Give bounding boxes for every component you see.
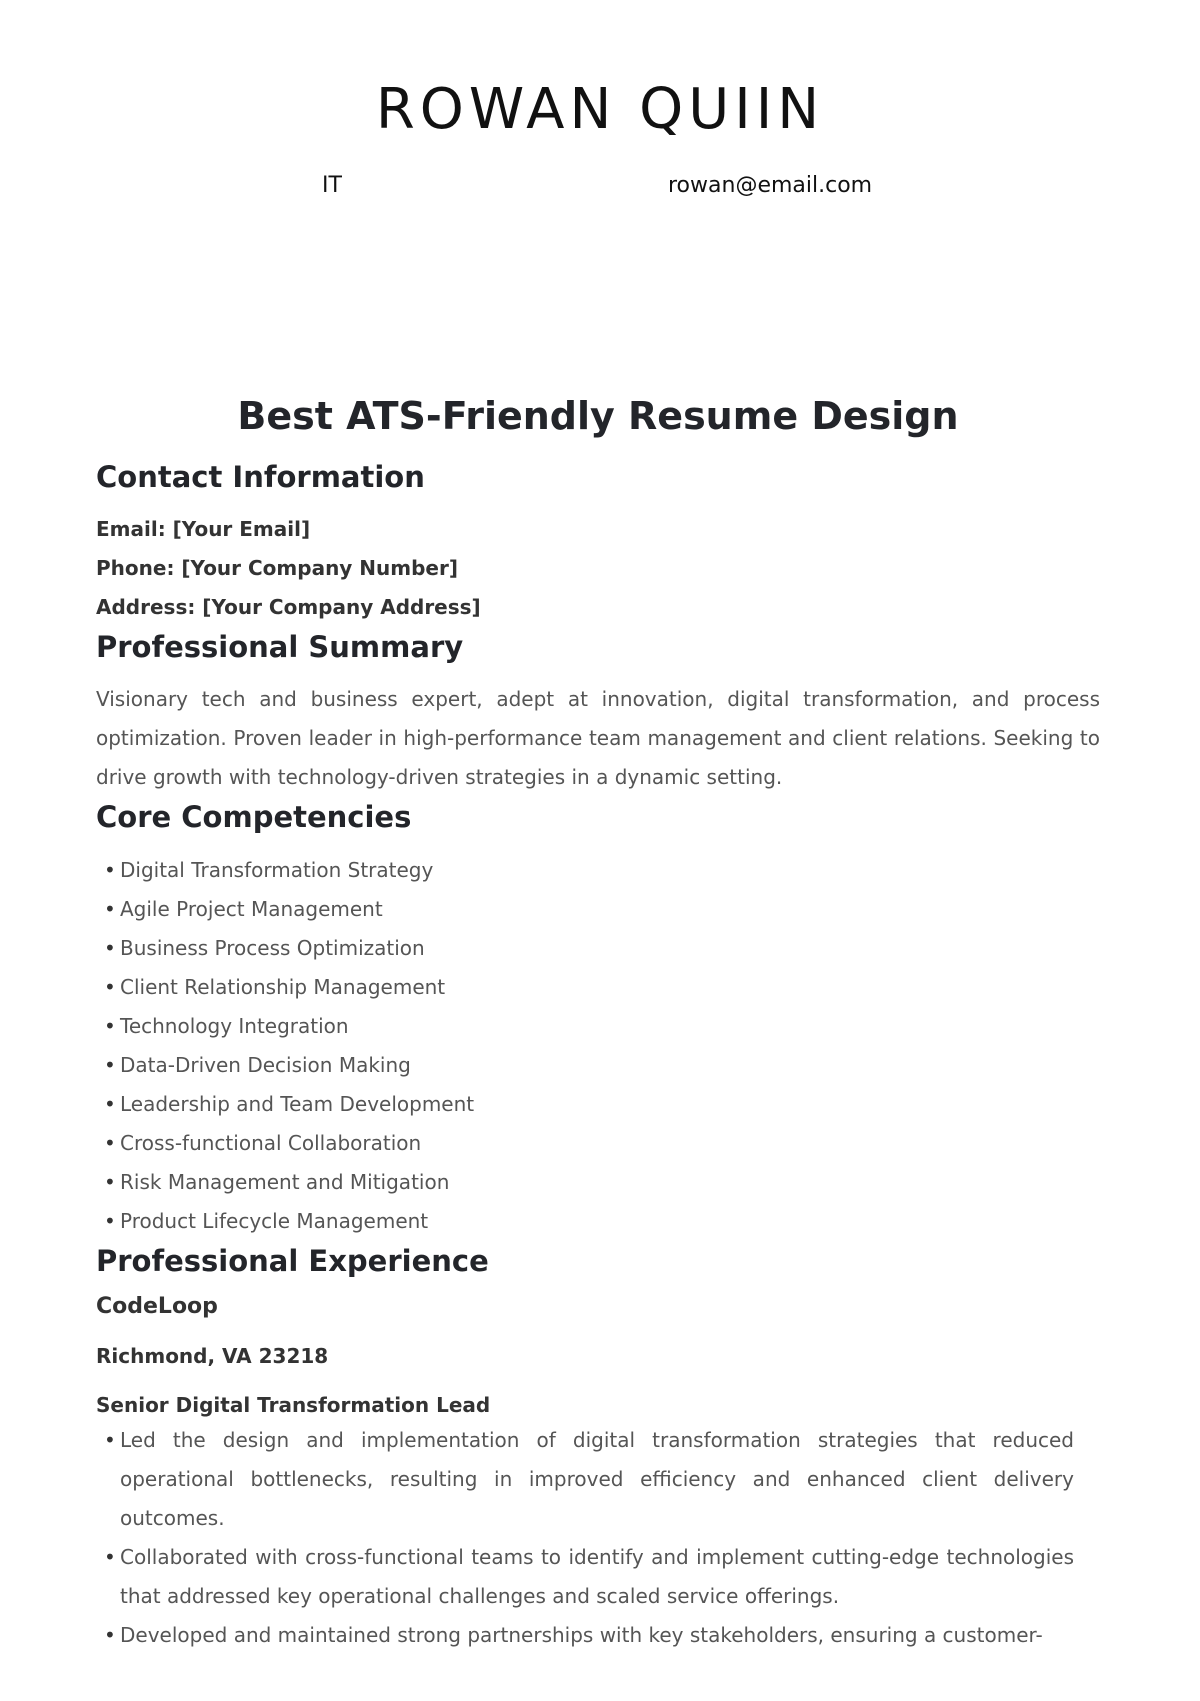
competency-item: • Business Process Optimization — [96, 929, 1100, 968]
contact-email: Email: [Your Email] — [96, 517, 311, 542]
competency-item: • Product Lifecycle Management — [96, 1202, 1100, 1241]
competencies-section — [96, 801, 1100, 1240]
competency-item: • Risk Management and Mitigation — [96, 1163, 1100, 1202]
experience-location: Richmond, VA 23218 — [96, 1344, 329, 1369]
duties-list — [96, 1421, 1074, 1655]
contact-phone: Phone: [Your Company Number] — [96, 556, 459, 581]
resume-body — [96, 395, 1100, 1655]
experience-role: Senior Digital Transformation Lead — [96, 1393, 491, 1418]
competency-item: • Client Relationship Management — [96, 968, 1100, 1007]
competency-item: • Digital Transformation Strategy — [96, 851, 1100, 890]
competencies-list — [96, 851, 1100, 1241]
duty-item: • Developed and maintained strong partnerships with key stakeholders, ensuring a customer- — [96, 1616, 1074, 1655]
contact-section — [96, 461, 1100, 627]
competency-item: • Agile Project Management — [96, 890, 1100, 929]
duty-item: • Collaborated with cross-functional teams to identify and implement cutting-edge technologies that addressed key operational challenges and scaled service offerings. — [96, 1538, 1074, 1616]
contact-address: Address: [Your Company Address] — [96, 595, 481, 620]
summary-heading: Professional Summary — [96, 630, 464, 665]
competency-item: • Data-Driven Decision Making — [96, 1046, 1100, 1085]
competency-item: • Cross-functional Collaboration — [96, 1124, 1100, 1163]
competencies-heading: Core Competencies — [96, 800, 412, 835]
experience-company: CodeLoop — [96, 1294, 218, 1320]
summary-text: Visionary tech and business expert, adept at innovation, digital transformation, and process optimization. Proven leader in high-performance team management and client relations. Seeking to drive growth with technology-driven strategies in a dynamic setting. — [96, 687, 1100, 790]
document-title: Best ATS-Friendly Resume Design — [237, 394, 959, 438]
duty-item: • Led the design and implementation of digital transformation strategies that reduced operational bottlenecks, resulting in improved efficiency and enhanced client delivery outcomes. — [96, 1421, 1074, 1538]
candidate-department: IT — [322, 173, 342, 198]
competency-item: • Technology Integration — [96, 1007, 1100, 1046]
candidate-name: ROWAN QUIIN — [375, 77, 825, 142]
summary-section — [96, 631, 1100, 797]
competency-item: • Leadership and Team Development — [96, 1085, 1100, 1124]
experience-section — [96, 1245, 1100, 1656]
contact-heading: Contact Information — [96, 459, 425, 494]
experience-heading: Professional Experience — [96, 1243, 489, 1278]
candidate-email: rowan@email.com — [668, 173, 873, 198]
